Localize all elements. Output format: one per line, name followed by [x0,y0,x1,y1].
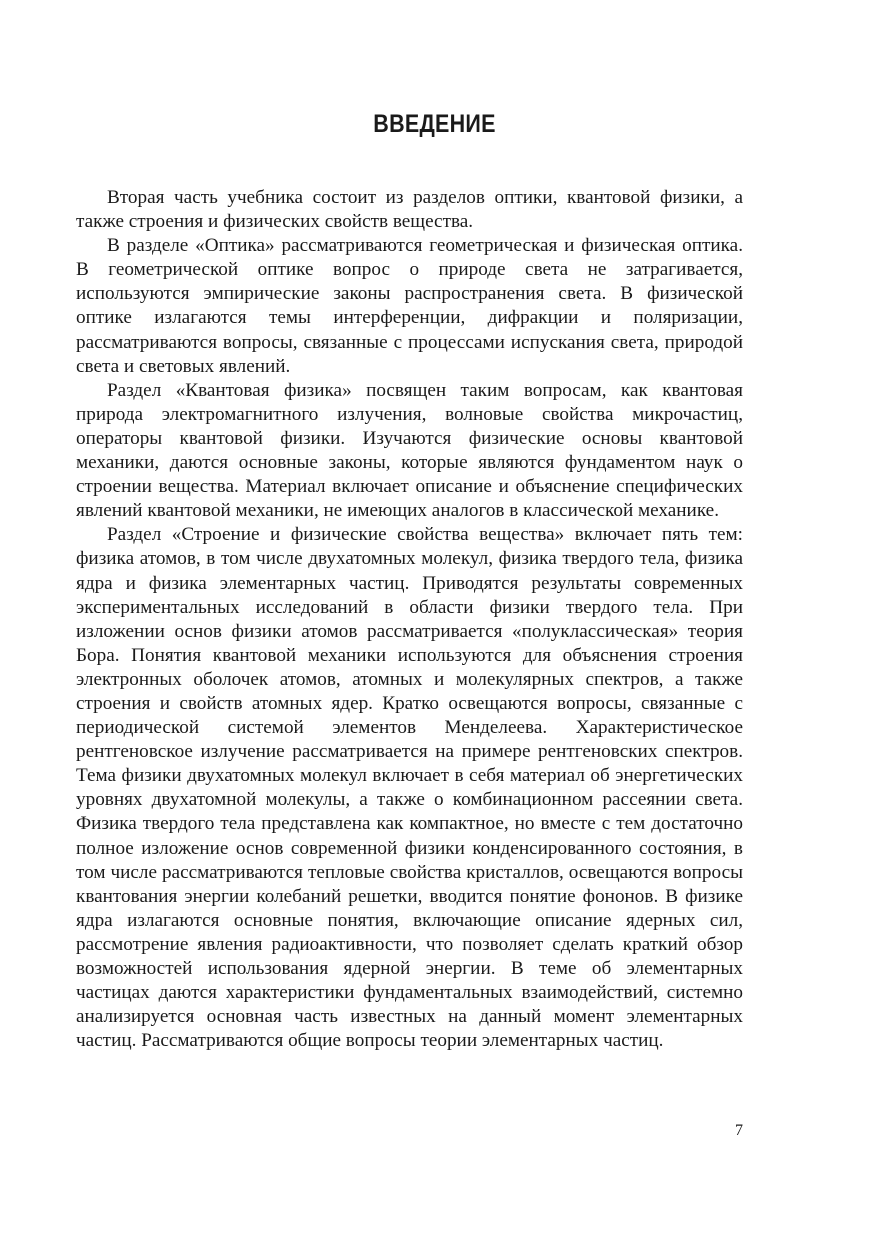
body-text [76,186,743,1053]
page-number: 7 [735,1122,743,1139]
paragraph-structure-of-matter: Раздел «Строение и физические свойства вещества» включает пять тем: физика атомов, в том числе двухатомных молекул, физика твердого тела, физика ядра и физика элементарных частиц. Приводятся результаты современных экспериментальных исследований в области физики твердого тела. При изложении основ физики атомов рассматривается «полуклассическая» теория Бора. Понятия квантовой механики используются для объяснения строения электронных оболочек атомов, атомных и молекулярных спектров, а также строения и свойств атомных ядер. Кратко освещаются вопросы, связанные с периодической системой элементов Менделеева. Характеристическое рентгеновское излучение рассматривается на примере рентгеновских спектров. Тема физики двухатомных молекул включает в себя материал об энергетических уровнях двухатомной молекулы, а также о комбинационном рассеянии света. Физика твердого тела представлена как компактное, но вместе с тем достаточно полное изложение основ современной физики конденсированного состояния, в том числе рассматриваются тепловые свойства кристаллов, освещаются вопросы квантования энергии колебаний решетки, вводится понятие фононов. В физике ядра излагаются основные понятия, включающие описание ядерных сил, рассмотрение явления радиоактивности, что позволяет сделать краткий обзор возможностей использования ядерной энергии. В теме об элементарных частицах даются характеристики фундаментальных взаимодействий, системно анализируется основная часть известных на данный момент элементарных частиц. Рассматриваются общие вопросы теории элементарных частиц. [76,524,743,1052]
paragraph-quantum-physics: Раздел «Квантовая физика» посвящен таким вопросам, как квантовая природа электромагнитного излучения, волновые свойства микрочастиц, операторы квантовой физики. Изучаются физические основы квантовой механики, даются основные законы, которые являются фундаментом наук о строении вещества. Материал включает описание и объяснение специфических явлений квантовой механики, не имеющих аналогов в классической механике. [76,379,743,522]
paragraph-intro: Вторая часть учебника состоит из разделов оптики, квантовой физики, а также строения и физических свойств вещества. [76,187,743,233]
chapter-title: ВВЕДЕНИЕ [373,110,496,138]
paragraph-optics: В разделе «Оптика» рассматриваются геометрическая и физическая оптика. В геометрической оптике вопрос о природе света не затрагивается, используются эмпирические законы распространения света. В физической оптике излагаются темы интерференции, дифракции и поляризации, рассматриваются вопросы, связанные с процессами испускания света, природой света и световых явлений. [76,235,743,377]
